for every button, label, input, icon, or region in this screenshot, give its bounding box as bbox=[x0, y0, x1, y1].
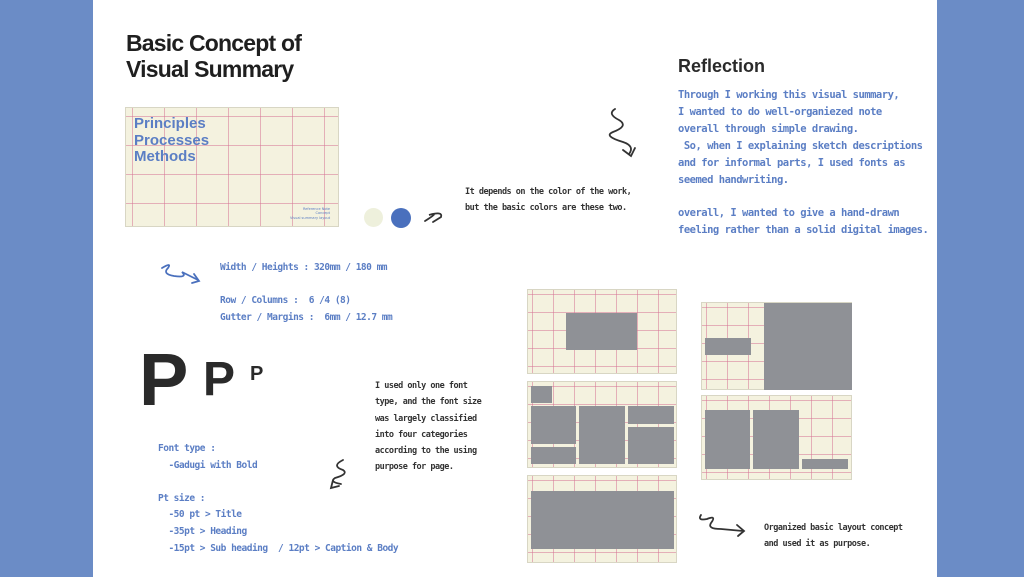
card-line-methods: Methods bbox=[134, 148, 196, 165]
cream-swatch bbox=[364, 208, 383, 227]
image-block bbox=[531, 386, 552, 403]
image-block bbox=[764, 303, 852, 390]
squiggle-arrow-icon bbox=[605, 106, 645, 162]
squiggle-arrow-icon bbox=[158, 260, 202, 286]
page-title: Basic Concept of Visual Summary bbox=[126, 30, 302, 82]
reflection-body: Through I working this visual summary, I wanted to do well-organiezed note overall through simple drawing. So, when I explaining sketch descriptions and for informal parts, I used fonts as seemed handwriting. overall, I wanted to give a hand-drawn feeling rather than a solid digital images. bbox=[678, 89, 929, 237]
card-lines bbox=[134, 116, 209, 166]
image-block bbox=[628, 406, 674, 424]
font-info: Font type : -Gadugi with Bold Pt size : -50 pt > Title -35pt > Heading -15pt > Sub heading / 12pt > Caption & Body bbox=[158, 443, 399, 554]
image-block bbox=[705, 338, 751, 355]
layout-note: Organized basic layout concept and used it as purpose. bbox=[764, 523, 903, 549]
layout-specs: Width / Heights : 320mm / 180 mm Row / Columns : 6 /4 (8) Gutter / Margins : 6mm / 12.7 mm bbox=[220, 262, 393, 323]
image-block bbox=[531, 406, 576, 444]
slide-page bbox=[93, 0, 937, 577]
image-block bbox=[753, 410, 799, 469]
font-note: I used only one font type, and the font size was largely classified into four categories according to the using purpose for page. bbox=[375, 381, 482, 473]
card-line-principles: Principles bbox=[134, 115, 206, 132]
layout-thumbnail-1 bbox=[527, 289, 677, 374]
layout-thumbnail-2 bbox=[527, 381, 677, 468]
image-block bbox=[802, 459, 848, 469]
font-sample-title: P bbox=[139, 338, 189, 421]
image-block bbox=[531, 491, 674, 549]
font-sample-subheading: P bbox=[250, 363, 264, 385]
squiggle-arrow-icon bbox=[423, 207, 447, 225]
reflection-heading: Reflection bbox=[678, 56, 766, 76]
layout-thumbnail-5 bbox=[701, 395, 852, 480]
layout-thumbnail-4 bbox=[701, 302, 852, 390]
image-block bbox=[628, 427, 674, 464]
font-sample-heading: P bbox=[203, 353, 236, 406]
card-small-note: Reference Note Concept Visual summary layout bbox=[290, 206, 331, 220]
image-block bbox=[705, 410, 750, 469]
layout-thumbnail-3 bbox=[527, 475, 677, 563]
blue-swatch bbox=[391, 208, 411, 228]
squiggle-arrow-icon bbox=[329, 458, 351, 492]
image-block bbox=[579, 406, 625, 464]
image-block bbox=[566, 313, 637, 350]
squiggle-arrow-icon bbox=[695, 511, 747, 541]
color-note: It depends on the color of the work, but the basic colors are these two. bbox=[465, 187, 632, 214]
card-line-processes: Processes bbox=[134, 131, 210, 149]
concept-card bbox=[125, 107, 339, 227]
image-block bbox=[531, 447, 576, 464]
